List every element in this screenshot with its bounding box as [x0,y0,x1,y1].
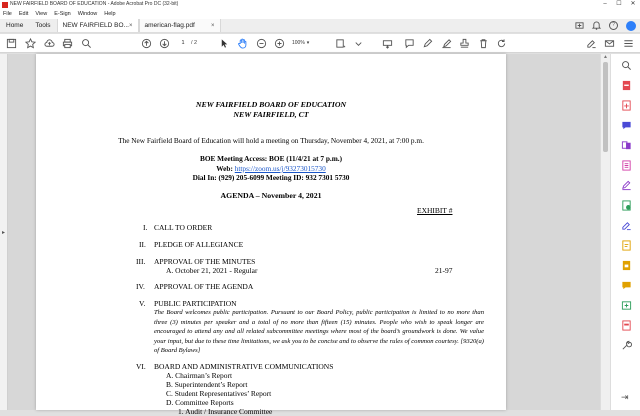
zoom-level: 100% [292,40,305,46]
redact-icon[interactable] [621,318,632,329]
agenda-item-number: IV. [136,282,145,291]
zoom-in-icon[interactable] [273,37,285,49]
communications-subitem: D. Committee Reports [166,398,234,407]
tab-label: NEW FAIRFIELD BO... [62,22,129,29]
pdf-page [36,54,506,416]
close-tab-icon[interactable]: × [129,22,133,29]
close-window-button[interactable]: ✕ [630,1,636,7]
next-page-icon[interactable] [158,37,170,49]
page-fit-icon[interactable] [334,37,346,49]
page-total: / 2 [191,40,198,46]
send-for-review-icon[interactable] [621,238,632,249]
menu-view[interactable]: View [35,11,48,17]
tab-label: american-flag.pdf [144,22,195,29]
scrollbar-thumb[interactable] [603,62,608,152]
menu-window[interactable]: Window [77,11,98,17]
chevron-down-icon: ▾ [306,40,310,46]
tab-document-active[interactable] [57,19,139,32]
agenda-item: APPROVAL OF THE MINUTES [154,257,256,266]
communications-subitem: C. Student Representatives’ Report [166,389,272,398]
pen-draw-icon[interactable] [421,37,433,49]
tab-document[interactable] [139,19,221,32]
agenda-item: CALL TO ORDER [154,223,213,232]
print-icon[interactable] [61,37,73,49]
zoom-link[interactable]: https://zoom.us/j/93273015730 [234,164,326,173]
document-org: NEW FAIRFIELD BOARD OF EDUCATION [195,100,347,109]
left-navigation-strip [0,54,8,410]
more-tools-icon[interactable] [622,37,634,49]
minutes-exhibit: 21-97 [435,266,453,275]
save-icon[interactable] [5,37,17,49]
organize-pages-icon[interactable] [621,158,632,169]
delete-icon[interactable] [477,37,489,49]
export-pdf-icon[interactable] [621,78,632,89]
agenda-title: AGENDA – November 4, 2021 [220,191,322,200]
menu-esign[interactable]: E-Sign [54,11,71,17]
fill-and-sign-icon[interactable] [621,218,632,229]
avatar[interactable] [626,21,636,31]
acrobat-app-icon [2,2,8,8]
agenda-item: PUBLIC PARTICIPATION [154,299,237,308]
agenda-item-number: II. [139,240,146,249]
create-pdf-icon[interactable] [621,98,632,109]
exhibit-header: EXHIBIT # [417,206,453,215]
previous-page-icon[interactable] [140,37,152,49]
star-icon[interactable] [24,37,36,49]
zoom-out-icon[interactable] [255,37,267,49]
zoom-level-dropdown[interactable] [292,38,309,48]
collapse-panel-icon[interactable]: ⇥ [621,392,629,402]
stamp-icon[interactable] [458,37,470,49]
comment-bubble-icon[interactable] [621,278,632,289]
enhance-scans-icon[interactable] [621,198,632,209]
agenda-item: APPROVAL OF THE AGENDA [154,282,254,291]
email-icon[interactable] [603,37,615,49]
agenda-item: BOARD AND ADMINISTRATIVE COMMUNICATIONS [154,362,334,371]
tab-bar [0,19,640,33]
window-title: NEW FAIRFIELD BOARD OF EDUCATION - Adobe Acrobat Pro DC (32-bit) [10,1,179,7]
edit-text-icon[interactable] [440,37,452,49]
agenda-item-number: V. [139,299,146,308]
keyboard-icon[interactable] [381,37,393,49]
communications-subitem: 1. Audit / Insurance Committee [178,407,273,416]
meeting-intro: The New Fairfield Board of Education will hold a meeting on Thursday, November 4, 2021, at 7:00 p.m. [118,136,424,145]
protect-icon[interactable] [621,258,632,269]
agenda-item-number: I. [143,223,148,232]
comment-tool-icon[interactable] [621,118,632,129]
search-icon[interactable] [621,58,632,69]
hand-tool-icon[interactable] [236,37,248,49]
communications-subitem: A. Chairman’s Report [166,371,233,380]
share-icon[interactable] [621,298,632,309]
menu-edit[interactable]: Edit [18,11,29,17]
chevron-down-icon[interactable] [352,37,364,49]
comment-icon[interactable] [403,37,415,49]
vertical-scrollbar[interactable] [600,54,610,410]
menu-help[interactable]: Help [104,11,116,17]
public-participation-text: The Board welcomes public participation. Pursuant to our Board Policy, public participation is limited to no more than three (3) minutes per speaker and a total of no more than fifteen (15) minutes. People who wish to speak longer are encouraged to attend any and all related subcommittee meetings where most of the board’s groundwork is done. We value your input, but due to these time limitations, we ask you to be concise and to observe the rules of common courtesy. [9320(a) of Board Bylaws] [154,309,484,354]
tab-home[interactable]: Home [6,22,24,29]
expand-left-panel-icon[interactable]: ▸ [2,230,6,236]
select-cursor-icon[interactable] [218,37,230,49]
edit-pdf-icon[interactable] [621,178,632,189]
menu-bar [0,9,640,19]
zoom-search-icon[interactable] [80,37,92,49]
bell-icon[interactable] [592,21,601,30]
title-bar [0,0,640,9]
dial-line: Dial In: (929) 205-6099 Meeting ID: 932 7301 5730 [192,173,350,182]
web-label: Web: [216,164,233,173]
rotate-icon[interactable] [495,37,507,49]
more-tools-wrench-icon[interactable] [621,338,632,349]
agenda-item-number: VI. [136,362,146,371]
document-location: NEW FAIRFIELD, CT [233,110,309,119]
communications-subitem: B. Superintendent’s Report [166,380,248,389]
share-screen-icon[interactable] [575,21,584,30]
fill-sign-icon[interactable] [585,37,597,49]
minutes-subitem: A. October 21, 2021 - Regular [166,266,258,275]
agenda-item-number: III. [136,257,146,266]
menu-file[interactable]: File [3,11,12,17]
web-line [36,164,506,173]
scroll-up-icon[interactable]: ▲ [603,54,608,60]
access-line: BOE Meeting Access: BOE (11/4/21 at 7 p.m.) [199,154,343,163]
window-controls [598,0,640,9]
minimize-button[interactable]: – [603,1,607,7]
cloud-upload-icon[interactable] [43,37,55,49]
combine-files-icon[interactable] [621,138,632,149]
toolbar [0,34,640,53]
page-number-input[interactable]: 1 [181,40,185,46]
close-tab-icon[interactable]: × [211,22,215,29]
agenda-item: PLEDGE OF ALLEGIANCE [154,240,244,249]
maximize-button[interactable]: ☐ [616,1,622,7]
right-tools-panel [610,54,640,410]
help-icon[interactable]: ? [609,21,618,30]
tab-tools[interactable]: Tools [35,22,51,29]
tabbar-right-icons [575,19,640,32]
